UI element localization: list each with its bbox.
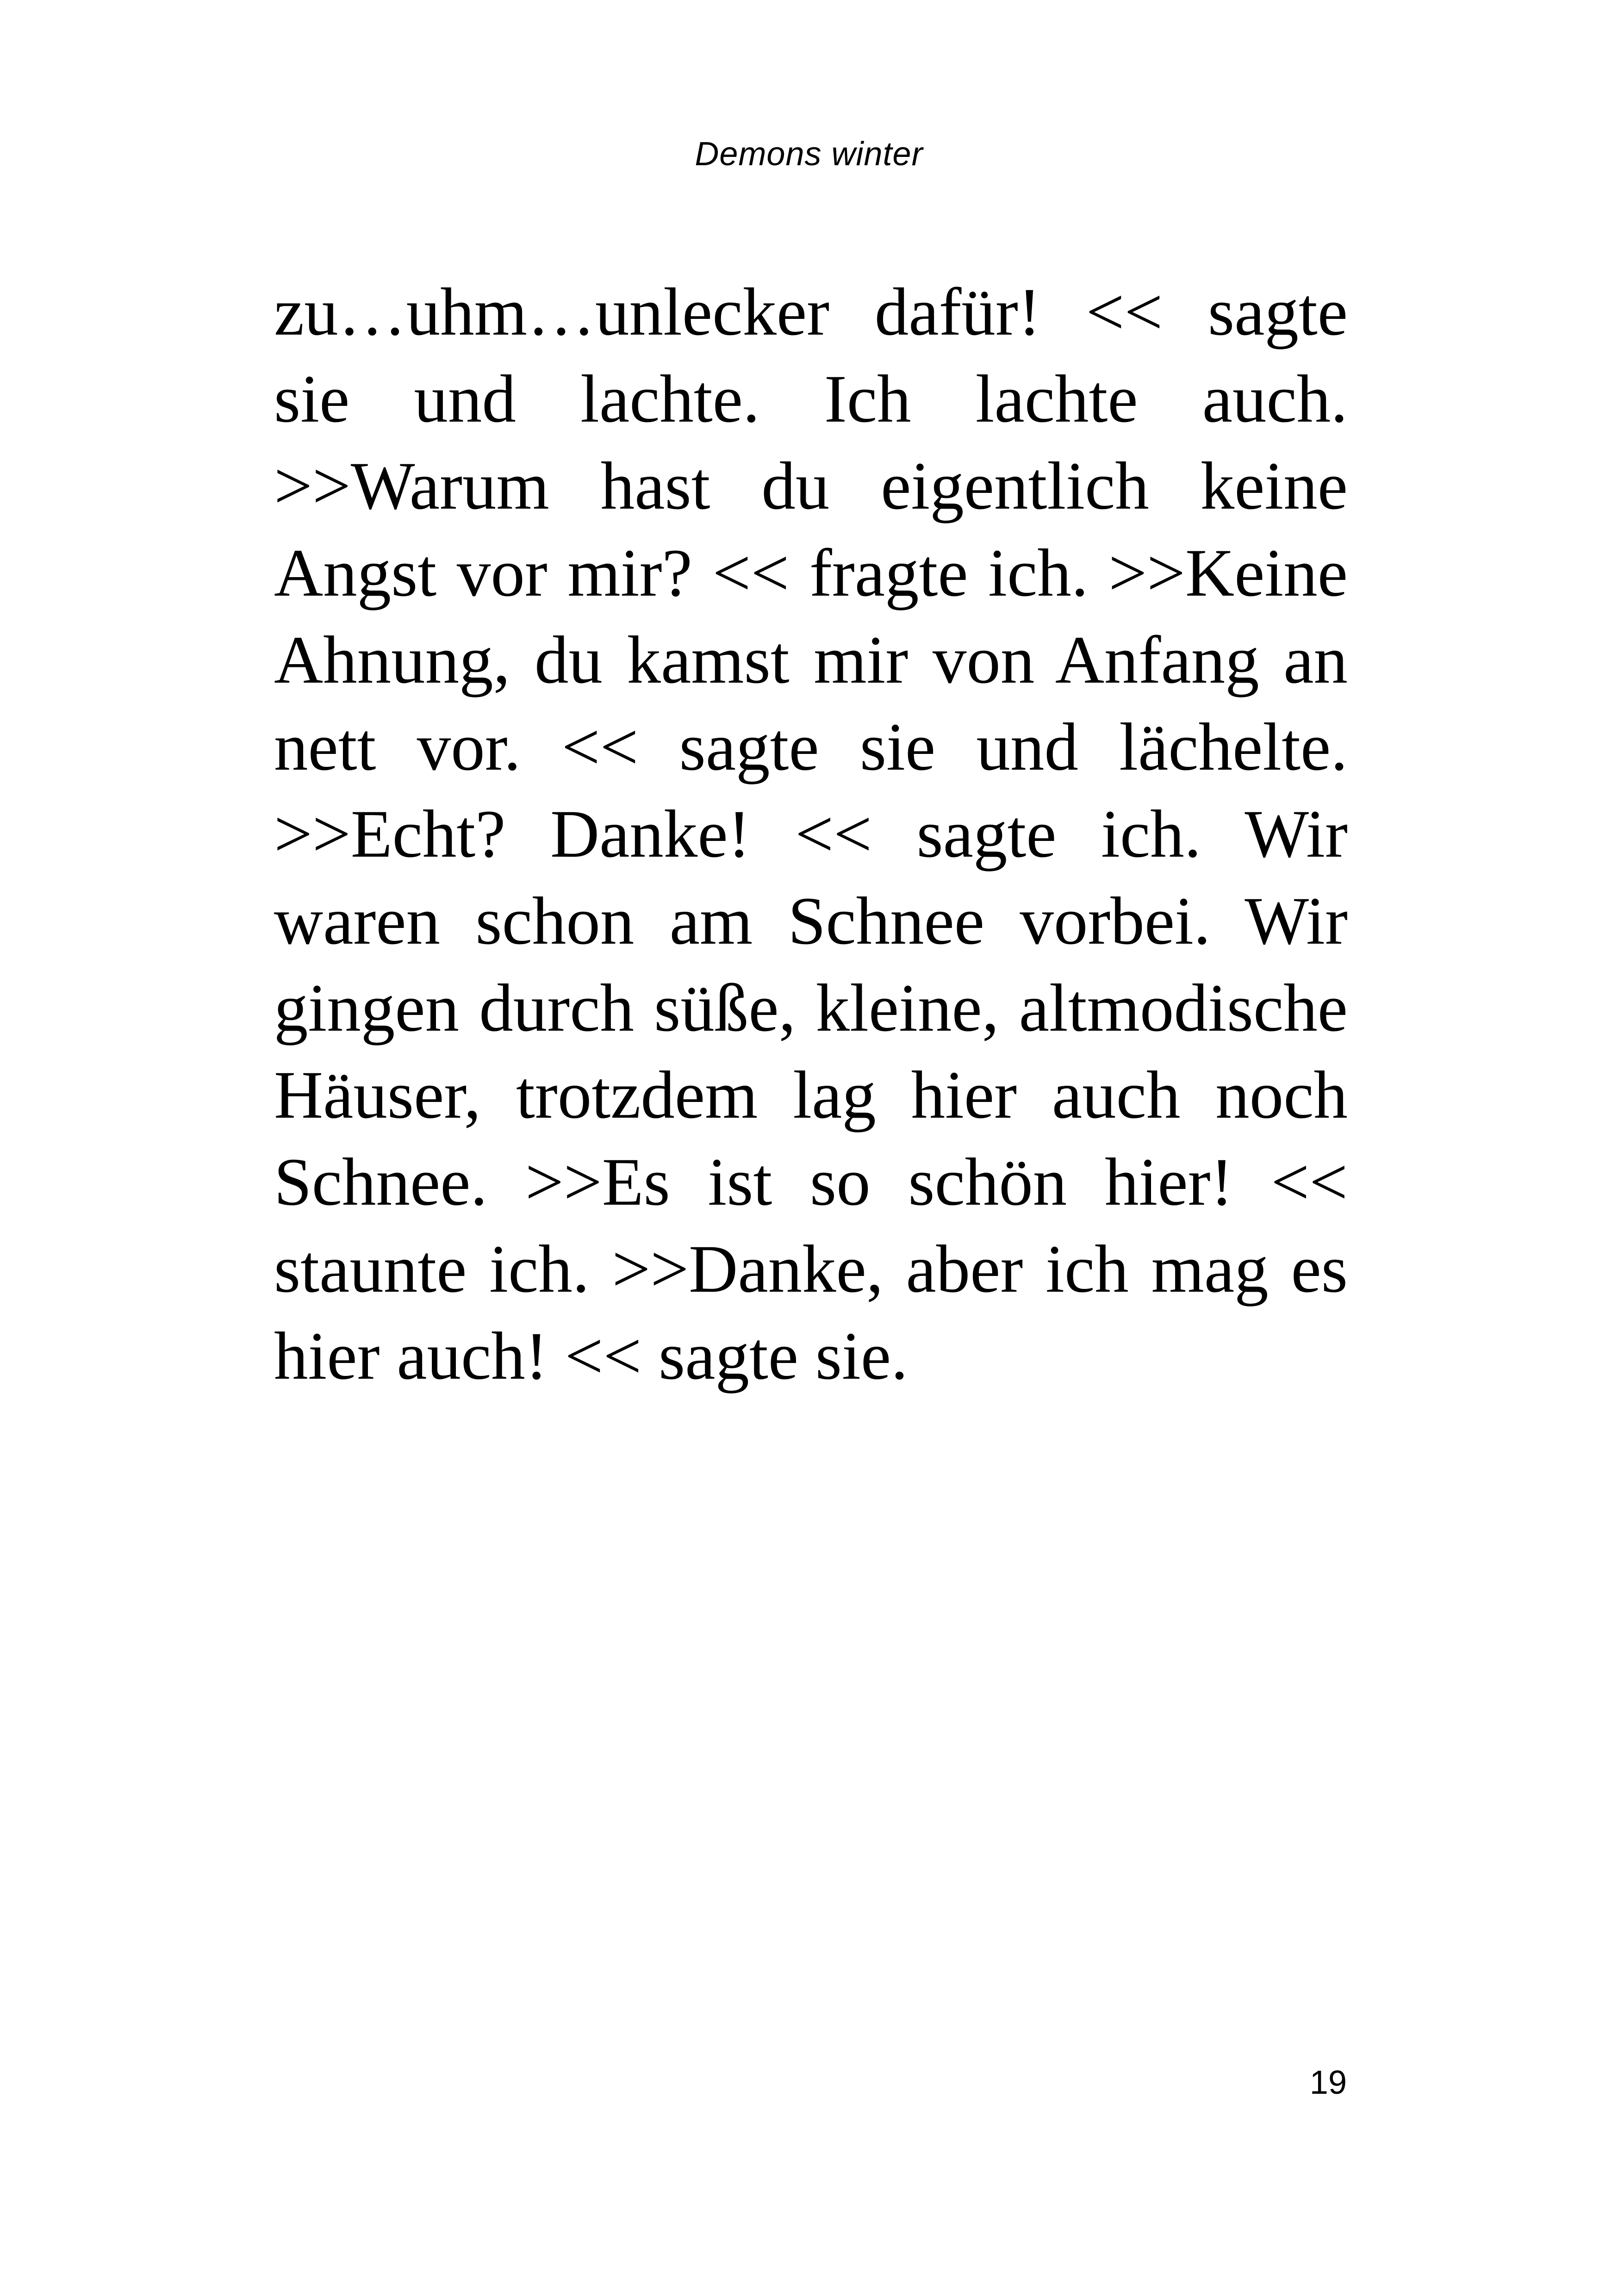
text-line: hier auch! << sagte sie.	[274, 1318, 908, 1394]
text-line: sie und lachte. Ich lachte auch.	[274, 361, 1348, 436]
text-line: staunte ich. >>Danke, aber ich mag es	[274, 1231, 1348, 1307]
running-header: Demons winter	[695, 136, 923, 173]
text-line: Ahnung, du kamst mir von Anfang an	[274, 622, 1348, 697]
text-line: Angst vor mir? << fragte ich. >>Keine	[274, 535, 1348, 610]
text-line: >>Echt? Danke! << sagte ich. Wir	[274, 796, 1348, 871]
text-line: nett vor. << sagte sie und lächelte.	[274, 709, 1348, 784]
text-line: gingen durch süße, kleine, altmodische	[274, 970, 1348, 1045]
page-number: 19	[1309, 2064, 1347, 2101]
text-line: Häuser, trotzdem lag hier auch noch	[274, 1057, 1348, 1132]
text-line: waren schon am Schnee vorbei. Wir	[274, 883, 1348, 958]
text-line: Schnee. >>Es ist so schön hier! <<	[274, 1144, 1348, 1220]
text-line: zu…uhm…unlecker dafür! << sagte	[274, 274, 1348, 349]
body-text	[274, 268, 1348, 1400]
text-line: >>Warum hast du eigentlich keine	[274, 448, 1348, 523]
